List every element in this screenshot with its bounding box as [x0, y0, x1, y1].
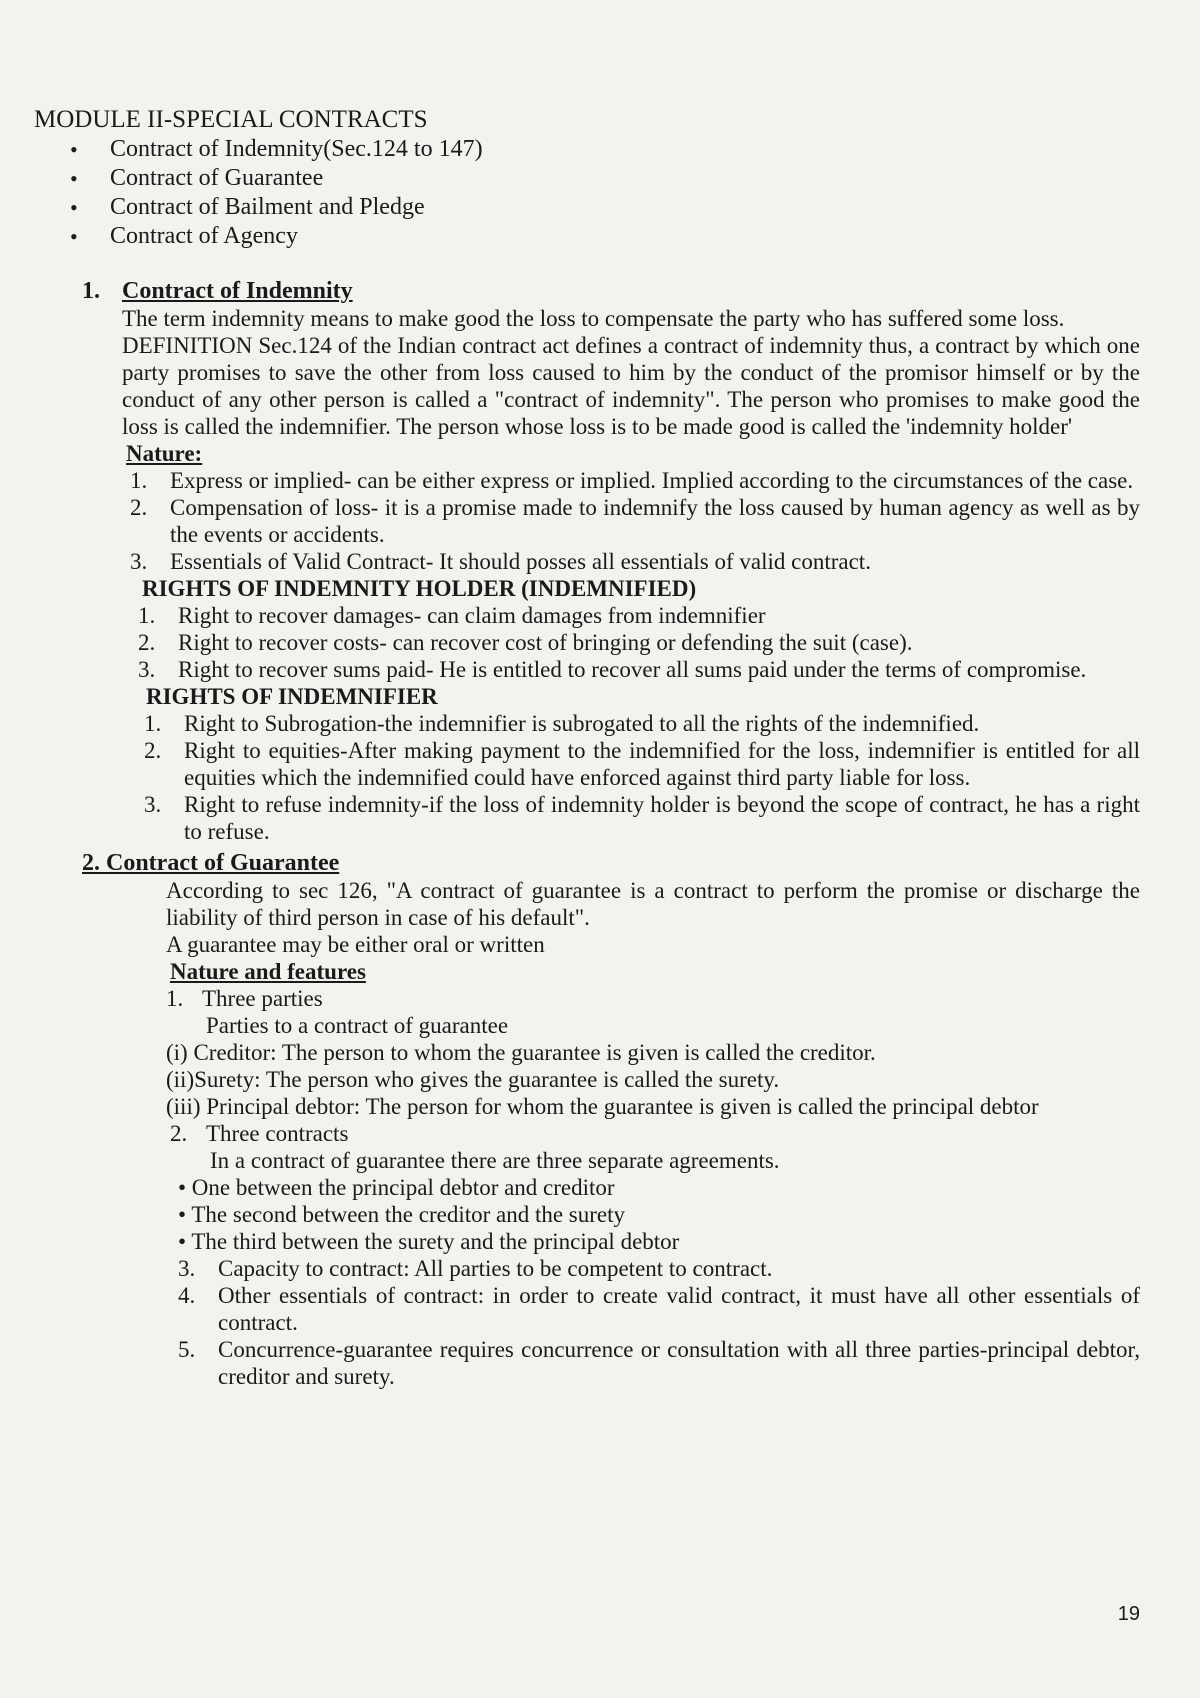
toc-item: • Contract of Bailment and Pledge	[110, 193, 1140, 222]
item-number: 1.	[138, 603, 156, 628]
item-number: 1.	[130, 468, 148, 493]
definition-paragraph: According to sec 126, "A contract of guarantee is a contract to perform the promise or discharge the liability of third person in case of his default".	[166, 878, 1140, 930]
oral-written-paragraph: A guarantee may be either oral or written	[166, 932, 545, 957]
indemnifier-rights-heading: RIGHTS OF INDEMNIFIER	[146, 684, 438, 709]
agreement-item: • One between the principal debtor and creditor	[178, 1175, 615, 1200]
list-item	[130, 467, 1140, 494]
section-title: Contract of Indemnity	[122, 278, 353, 304]
item-number: 1.	[166, 986, 184, 1011]
list-item	[144, 710, 1140, 737]
section-heading	[82, 277, 1140, 305]
section-title: 2. Contract of Guarantee	[82, 850, 340, 876]
module-title: MODULE II-SPECIAL CONTRACTS	[34, 106, 428, 133]
list-item	[138, 602, 1140, 629]
list-item	[170, 1120, 1140, 1147]
list-item	[138, 629, 1140, 656]
item-number: 4.	[178, 1283, 196, 1308]
toc-item: • Contract of Agency	[110, 222, 1140, 251]
list-item	[178, 1282, 1140, 1336]
item-text: Capacity to contract: All parties to be competent to contract.	[218, 1256, 773, 1281]
holder-rights-list	[138, 602, 1140, 683]
item-text: Three parties	[202, 986, 323, 1011]
item-text: Express or implied- can be either express or implied. Implied according to the circumstances of the case.	[170, 468, 1134, 493]
agreements-intro: In a contract of guarantee there are three separate agreements.	[210, 1148, 780, 1173]
nature-features-heading: Nature and features	[170, 959, 366, 984]
section-number: 1.	[82, 278, 100, 304]
holder-rights-heading: RIGHTS OF INDEMNITY HOLDER (INDEMNIFIED)	[142, 576, 697, 601]
section-guarantee	[82, 849, 1140, 1390]
item-text: Essentials of Valid Contract- It should posses all essentials of valid contract.	[170, 549, 871, 574]
item-text: Right to recover sums paid- He is entitled to recover all sums paid under the terms of compromise.	[178, 657, 1087, 682]
item-number: 3.	[130, 549, 148, 574]
section-body	[166, 877, 1140, 1390]
agreement-item: • The third between the surety and the principal debtor	[178, 1229, 680, 1254]
list-item	[130, 494, 1140, 548]
features-list	[170, 1120, 1140, 1147]
agreement-item: • The second between the creditor and the surety	[178, 1202, 626, 1227]
list-item	[130, 548, 1140, 575]
list-item	[144, 791, 1140, 845]
item-number: 1.	[144, 711, 162, 736]
indemnifier-rights-list	[144, 710, 1140, 845]
party-surety: (ii)Surety: The person who gives the guarantee is called the surety.	[166, 1067, 780, 1092]
section-indemnity	[82, 277, 1140, 845]
item-text: Compensation of loss- it is a promise made to indemnify the loss caused by human agency as well as by the events or accidents.	[170, 495, 1140, 547]
toc-list	[34, 135, 1140, 251]
item-text: Right to equities-After making payment to the indemnified for the loss, indemnifier is entitled for all equities which the indemnified could have enforced against third party liable for loss.	[184, 738, 1140, 790]
list-item	[178, 1255, 1140, 1282]
item-text: Right to recover damages- can claim damages from indemnifier	[178, 603, 766, 628]
features-list	[166, 985, 1140, 1012]
item-number: 2.	[170, 1121, 188, 1146]
list-item	[138, 656, 1140, 683]
page-number: 19	[1117, 1603, 1140, 1625]
item-number: 2.	[130, 495, 148, 520]
item-text: Right to recover costs- can recover cost of bringing or defending the suit (case).	[178, 630, 913, 655]
list-item	[144, 737, 1140, 791]
party-creditor: (i) Creditor: The person to whom the guarantee is given is called the creditor.	[166, 1040, 876, 1065]
item-number: 3.	[178, 1256, 196, 1281]
intro-paragraph: The term indemnity means to make good the loss to compensate the party who has suffered some loss.	[122, 306, 1065, 331]
item-text: Other essentials of contract: in order to create valid contract, it must have all other essentials of contract.	[218, 1283, 1140, 1335]
item-text: Three contracts	[206, 1121, 349, 1146]
item-number: 2.	[138, 630, 156, 655]
item-text: Right to refuse indemnity-if the loss of indemnity holder is beyond the scope of contract, he has a right to refuse.	[184, 792, 1140, 844]
toc-item: • Contract of Indemnity(Sec.124 to 147)	[110, 135, 1140, 164]
item-text: Right to Subrogation-the indemnifier is subrogated to all the rights of the indemnified.	[184, 711, 980, 736]
list-item	[166, 985, 1140, 1012]
item-number: 2.	[144, 738, 162, 763]
features-list	[178, 1255, 1140, 1390]
section-body	[122, 305, 1140, 845]
toc-item: • Contract of Guarantee	[110, 164, 1140, 193]
definition-paragraph: DEFINITION Sec.124 of the Indian contract act defines a contract of indemnity thus, a contract by which one party promises to save the other from loss caused to him by the conduct of the promisor himself or by the conduct of any other person is called a "contract of indemnity". The person who promises to make good the loss is called the indemnifier. The person whose loss is to be made good is called the 'indemnity holder'	[122, 333, 1140, 439]
item-number: 3.	[144, 792, 162, 817]
list-item	[178, 1336, 1140, 1390]
item-number: 3.	[138, 657, 156, 682]
party-principal-debtor: (iii) Principal debtor: The person for whom the guarantee is given is called the principal debtor	[166, 1094, 1039, 1119]
parties-intro: Parties to a contract of guarantee	[206, 1013, 509, 1038]
item-text: Concurrence-guarantee requires concurrence or consultation with all three parties-principal debtor, creditor and surety.	[218, 1337, 1140, 1389]
nature-heading: Nature:	[126, 441, 203, 466]
item-number: 5.	[178, 1337, 196, 1362]
nature-list	[130, 467, 1140, 575]
